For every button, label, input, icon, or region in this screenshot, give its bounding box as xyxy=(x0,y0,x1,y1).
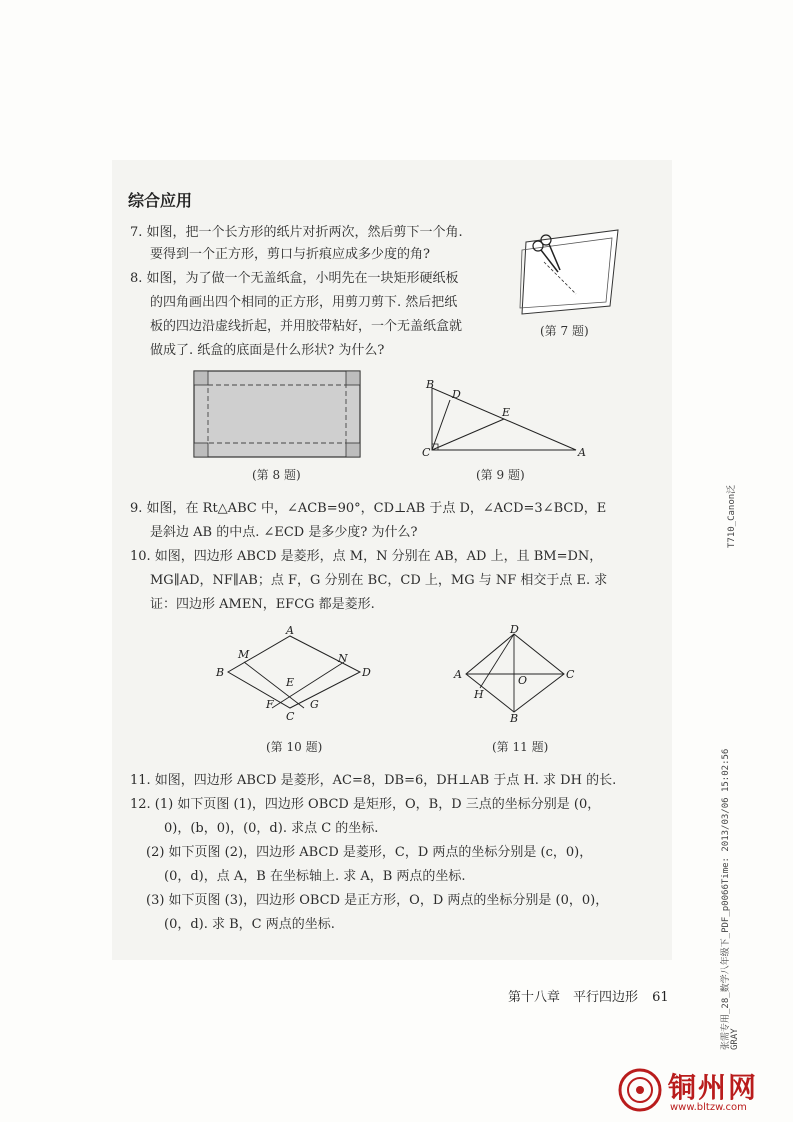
fig11-label-C: C xyxy=(566,668,575,681)
fig10-label-F: F xyxy=(266,698,274,711)
figure-8 xyxy=(193,370,361,458)
chapter-title: 第十八章 平行四边形 xyxy=(508,990,639,1005)
problem-10-line-3: 证：四边形 AMEN，EFCG 都是菱形. xyxy=(150,597,375,612)
fig11-label-A: A xyxy=(454,668,462,681)
fig9-label-C: C xyxy=(422,446,431,459)
watermark-name: 铜州网 xyxy=(668,1071,759,1104)
problem-12-line-2: 0)，(b，0)，(0，d). 求点 C 的坐标. xyxy=(164,821,379,836)
fig10-label-D: D xyxy=(362,666,371,679)
caption-fig-7: (第 7 题) xyxy=(540,324,589,338)
problem-12-line-5: (3) 如下页图 (3)，四边形 OBCD 是正方形，O，D 两点的坐标分别是 (0，0)， xyxy=(146,893,609,908)
fig11-label-O: O xyxy=(518,674,528,687)
figure-11 xyxy=(452,624,580,724)
page-footer xyxy=(508,986,669,1005)
side-note-gray: GRAY xyxy=(730,1028,740,1050)
fig11-label-D: D xyxy=(510,624,519,636)
problem-8-line-1: 8. 如图，为了做一个无盖纸盒，小明先在一块矩形硬纸板 xyxy=(130,271,459,286)
caption-fig-9: (第 9 题) xyxy=(476,468,525,482)
fig10-label-G: G xyxy=(310,698,319,711)
watermark-logo xyxy=(612,1066,784,1116)
problem-11-line-1: 11. 如图，四边形 ABCD 是菱形，AC=8，DB=6，DH⊥AB 于点 H. 求 DH 的长. xyxy=(130,773,617,788)
figure-10 xyxy=(212,622,374,722)
caption-fig-11: (第 11 题) xyxy=(492,740,549,754)
problem-8-line-2: 的四角画出四个相同的正方形，用剪刀剪下. 然后把纸 xyxy=(150,295,458,310)
caption-fig-8: (第 8 题) xyxy=(252,468,301,482)
fig10-label-E: E xyxy=(286,676,295,689)
fig9-label-D: D xyxy=(452,388,461,401)
fig10-label-C: C xyxy=(286,710,295,722)
section-title: 综合应用 xyxy=(128,191,193,210)
problem-8-line-4: 做成了. 纸盒的底面是什么形状? 为什么? xyxy=(150,343,385,358)
problem-9-line-2: 是斜边 AB 的中点. ∠ECD 是多少度? 为什么? xyxy=(150,525,418,540)
side-note-top: T710_Canon泛 xyxy=(727,484,737,548)
watermark-url: www.bltzw.com xyxy=(670,1102,747,1113)
side-note-bottom: 张需专用_28_数学八年级下_PDF_p0066Time: 2013/03/06 15:02:56 xyxy=(721,748,731,1050)
problem-12-line-1: 12. (1) 如下页图 (1)，四边形 OBCD 是矩形，O，B，D 三点的坐标分别是 (0， xyxy=(130,797,601,812)
fig11-label-B: B xyxy=(510,712,519,724)
fig9-label-B: B xyxy=(426,378,435,391)
seal-icon xyxy=(618,1068,662,1112)
fig9-label-E: E xyxy=(502,406,511,419)
fig9-label-A: A xyxy=(578,446,586,459)
problem-10-line-2: MG∥AD，NF∥AB；点 F，G 分别在 BC，CD 上，MG 与 NF 相交于点 E. 求 xyxy=(150,573,608,588)
problem-12-line-4: (0，d)，点 A，B 在坐标轴上. 求 A，B 两点的坐标. xyxy=(164,869,466,884)
page-number: 61 xyxy=(652,990,669,1005)
fig10-label-M: M xyxy=(238,648,250,661)
figure-7 xyxy=(514,222,624,322)
fig10-label-N: N xyxy=(338,652,348,665)
problem-12-line-6: (0，d). 求 B，C 两点的坐标. xyxy=(164,917,335,932)
problem-10-line-1: 10. 如图，四边形 ABCD 是菱形，点 M，N 分别在 AB，AD 上，且 BM=DN， xyxy=(130,549,603,564)
problem-12-line-3: (2) 如下页图 (2)，四边形 ABCD 是菱形，C，D 两点的坐标分别是 (c，0)， xyxy=(146,845,593,860)
problem-9-line-1: 9. 如图，在 Rt△ABC 中，∠ACB=90°，CD⊥AB 于点 D，∠ACD=3∠BCD，E xyxy=(130,501,607,516)
problem-8-line-3: 板的四边沿虚线折起，并用胶带粘好，一个无盖纸盒就 xyxy=(150,319,463,334)
figure-9 xyxy=(418,378,588,460)
fig11-label-H: H xyxy=(474,688,484,701)
fig10-label-B: B xyxy=(216,666,225,679)
caption-fig-10: (第 10 题) xyxy=(266,740,323,754)
fig10-label-A: A xyxy=(286,624,294,637)
problem-7-line-1: 7. 如图，把一个长方形的纸片对折两次，然后剪下一个角. xyxy=(130,225,463,240)
problem-7-line-2: 要得到一个正方形，剪口与折痕应成多少度的角? xyxy=(150,247,430,262)
